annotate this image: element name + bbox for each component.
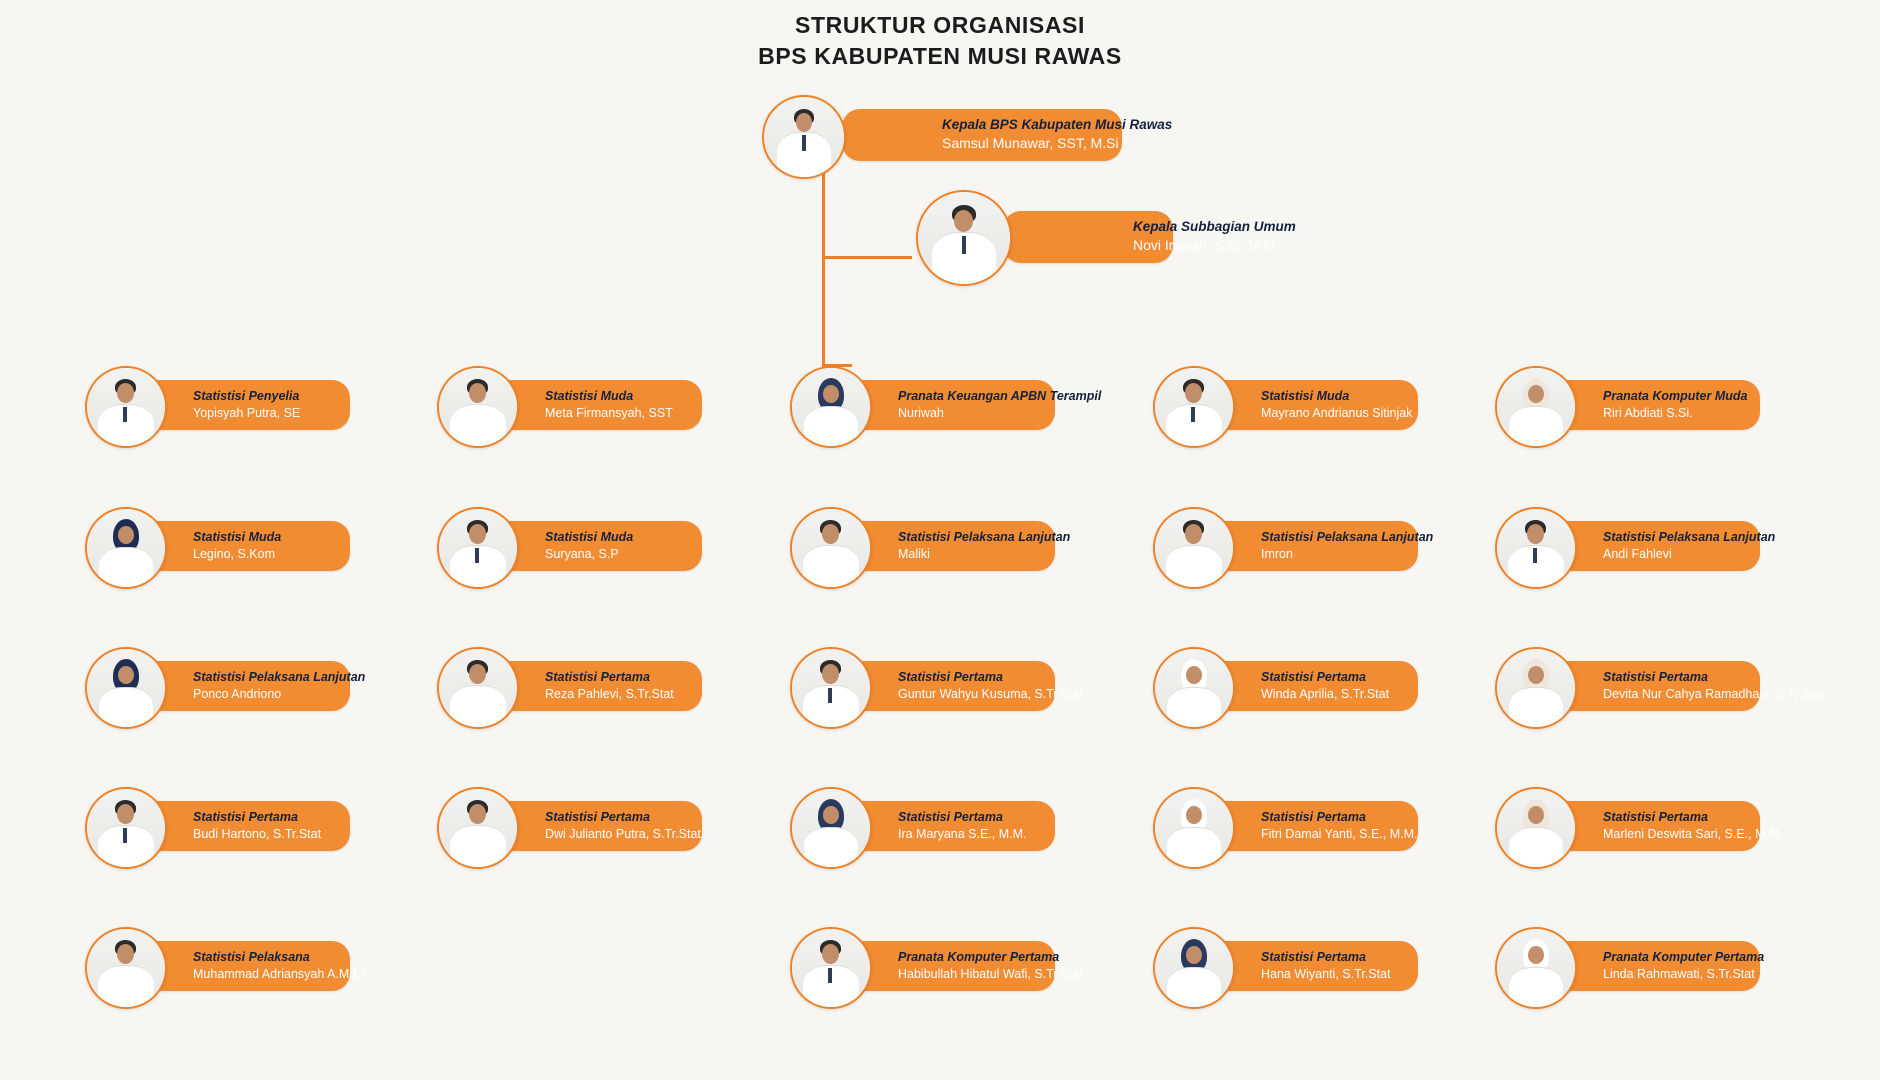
staff-node[interactable]: [85, 927, 368, 1005]
staff-bar: [1545, 521, 1776, 571]
staff-bar: [1545, 380, 1760, 430]
staff-bar: [840, 380, 1102, 430]
person-photo: [439, 368, 517, 446]
person-photo: [87, 649, 165, 727]
staff-node[interactable]: [437, 787, 705, 865]
person-photo: [439, 649, 517, 727]
staff-role: Statistisi Pelaksana Lanjutan: [193, 670, 366, 685]
staff-role: Statistisi Pertama: [898, 670, 1003, 685]
staff-node[interactable]: [790, 787, 1055, 865]
staff-node[interactable]: [437, 647, 702, 725]
person-photo: [1155, 929, 1233, 1007]
staff-node[interactable]: [790, 647, 1083, 725]
staff-bar: [840, 661, 1083, 711]
staff-avatar[interactable]: [1495, 507, 1577, 589]
staff-node[interactable]: [790, 366, 1102, 444]
staff-avatar[interactable]: [85, 366, 167, 448]
staff-bar: [1545, 661, 1825, 711]
staff-node[interactable]: [437, 507, 702, 585]
staff-bar: [487, 661, 702, 711]
staff-role: Pranata Komputer Muda: [1603, 389, 1748, 404]
title-line-2: BPS KABUPATEN MUSI RAWAS: [758, 42, 1122, 69]
staff-avatar[interactable]: [1153, 787, 1235, 869]
staff-avatar[interactable]: [1153, 507, 1235, 589]
staff-name: Winda Aprilia, S.Tr.Stat: [1261, 686, 1390, 701]
staff-name: Andi Fahlevi: [1603, 546, 1672, 561]
person-photo: [1497, 509, 1575, 587]
staff-name: Mayrano Andrianus Sitinjak: [1261, 405, 1413, 420]
staff-avatar[interactable]: [85, 787, 167, 869]
staff-role: Statistisi Muda: [193, 530, 282, 545]
connector-to-subhead: [822, 256, 912, 259]
person-photo: [1497, 649, 1575, 727]
staff-node[interactable]: [1495, 787, 1783, 865]
person-photo: [439, 509, 517, 587]
staff-role: Statistisi Pelaksana Lanjutan: [898, 530, 1071, 545]
staff-avatar[interactable]: [790, 927, 872, 1009]
staff-avatar[interactable]: [790, 366, 872, 448]
staff-node[interactable]: [790, 507, 1071, 585]
staff-name: Hana Wiyanti, S.Tr.Stat: [1261, 966, 1391, 981]
person-photo: [764, 97, 844, 177]
person-photo: [1155, 509, 1233, 587]
staff-node[interactable]: [85, 366, 350, 444]
staff-node[interactable]: [790, 927, 1083, 1005]
staff-bar: [487, 801, 705, 851]
staff-avatar[interactable]: [437, 366, 519, 448]
person-photo: [1497, 929, 1575, 1007]
staff-name: Linda Rahmawati, S.Tr.Stat: [1603, 966, 1755, 981]
node-head-name: Samsul Munawar, SST, M.Si: [942, 135, 1119, 152]
staff-role: Statistisi Muda: [1261, 389, 1350, 404]
person-photo: [1155, 368, 1233, 446]
node-sub-avatar[interactable]: [916, 190, 1012, 286]
staff-avatar[interactable]: [85, 507, 167, 589]
staff-avatar[interactable]: [1495, 787, 1577, 869]
staff-avatar[interactable]: [790, 647, 872, 729]
person-photo: [87, 789, 165, 867]
connector-head-down: [822, 172, 825, 258]
staff-bar: [135, 801, 350, 851]
staff-name: Dwi Julianto Putra, S.Tr.Stat.: [545, 826, 705, 841]
person-photo: [439, 789, 517, 867]
staff-bar: [135, 521, 350, 571]
staff-name: Devita Nur Cahya Ramadhani, S.Tr.Stat: [1603, 686, 1825, 701]
staff-avatar[interactable]: [85, 647, 167, 729]
staff-node[interactable]: [1153, 927, 1418, 1005]
person-photo: [792, 368, 870, 446]
staff-avatar[interactable]: [790, 787, 872, 869]
staff-role: Statistisi Pertama: [1261, 670, 1366, 685]
staff-name: Meta Firmansyah, SST: [545, 405, 673, 420]
staff-avatar[interactable]: [1153, 366, 1235, 448]
staff-avatar[interactable]: [790, 507, 872, 589]
staff-bar: [135, 661, 366, 711]
title-line-1: STRUKTUR ORGANISASI: [795, 12, 1085, 38]
staff-avatar[interactable]: [1495, 647, 1577, 729]
person-photo: [792, 649, 870, 727]
staff-role: Statistisi Muda: [545, 389, 634, 404]
staff-bar: [1203, 941, 1418, 991]
staff-name: Maliki: [898, 546, 930, 561]
staff-node[interactable]: [1495, 647, 1825, 725]
staff-name: Budi Hartono, S.Tr.Stat: [193, 826, 322, 841]
staff-name: Imron: [1261, 546, 1293, 561]
node-head-bps[interactable]: [762, 95, 1173, 175]
person-photo: [1155, 789, 1233, 867]
page-title: [0, 10, 1880, 71]
staff-bar: [1203, 521, 1434, 571]
staff-bar: [1203, 661, 1418, 711]
staff-name: Ira Maryana S.E., M.M.: [898, 826, 1027, 841]
staff-avatar[interactable]: [1153, 927, 1235, 1009]
node-sub-bar: [1003, 211, 1296, 263]
person-photo: [87, 929, 165, 1007]
staff-role: Statistisi Pelaksana Lanjutan: [1261, 530, 1434, 545]
staff-node[interactable]: [1153, 647, 1418, 725]
staff-role: Statistisi Pertama: [545, 810, 650, 825]
staff-bar: [135, 941, 368, 991]
staff-avatar[interactable]: [437, 647, 519, 729]
staff-name: Reza Pahlevi, S.Tr.Stat: [545, 686, 674, 701]
staff-name: Guntur Wahyu Kusuma, S.Tr.Stat: [898, 686, 1083, 701]
staff-node[interactable]: [1495, 927, 1765, 1005]
staff-role: Statistisi Muda: [545, 530, 634, 545]
staff-role: Statistisi Penyelia: [193, 389, 300, 404]
staff-name: Fitri Damai Yanti, S.E., M.M.: [1261, 826, 1418, 841]
staff-name: Legino, S.Kom: [193, 546, 275, 561]
staff-bar: [840, 521, 1071, 571]
staff-bar: [840, 941, 1083, 991]
staff-bar: [1545, 941, 1765, 991]
staff-name: Yopisyah Putra, SE: [193, 405, 301, 420]
staff-role: Statistisi Pertama: [1603, 810, 1708, 825]
staff-node[interactable]: [1495, 507, 1776, 585]
staff-avatar[interactable]: [437, 787, 519, 869]
staff-bar: [840, 801, 1055, 851]
staff-node[interactable]: [1153, 787, 1418, 865]
staff-name: Ponco Andriono: [193, 686, 282, 701]
staff-role: Statistisi Pertama: [1261, 810, 1366, 825]
staff-role: Statistisi Pelaksana Lanjutan: [1603, 530, 1776, 545]
staff-bar: [487, 380, 702, 430]
node-kepala-subbagian-umum[interactable]: [908, 185, 1296, 285]
person-photo: [1497, 789, 1575, 867]
staff-name: Habibullah Hibatul Wafi, S.Tr.Stat: [898, 966, 1083, 981]
person-photo: [87, 509, 165, 587]
staff-role: Statistisi Pertama: [545, 670, 650, 685]
staff-role: Pranata Komputer Pertama: [1603, 950, 1765, 965]
staff-node[interactable]: [85, 507, 350, 585]
staff-name: Suryana, S.P: [545, 546, 619, 561]
staff-node[interactable]: [85, 787, 350, 865]
node-head-role: Kepala BPS Kabupaten Musi Rawas: [942, 117, 1173, 133]
staff-bar: [487, 521, 702, 571]
staff-avatar[interactable]: [1153, 647, 1235, 729]
person-photo: [1155, 649, 1233, 727]
staff-role: Statistisi Pelaksana: [193, 950, 310, 965]
node-head-avatar[interactable]: [762, 95, 846, 179]
staff-node[interactable]: [85, 647, 366, 725]
node-head-bar: [842, 109, 1173, 161]
staff-name: Marleni Deswita Sari, S.E., M.M.: [1603, 826, 1783, 841]
staff-bar: [1203, 380, 1418, 430]
person-photo: [792, 509, 870, 587]
node-sub-role: Kepala Subbagian Umum: [1133, 219, 1296, 235]
staff-role: Statistisi Pertama: [1603, 670, 1708, 685]
staff-role: Pranata Komputer Pertama: [898, 950, 1060, 965]
staff-node[interactable]: [1153, 366, 1418, 444]
person-photo: [1497, 368, 1575, 446]
staff-role: Pranata Keuangan APBN Terampil: [898, 389, 1102, 404]
node-sub-name: Novi Irawan, S.Si, M.M: [1133, 237, 1276, 254]
person-photo: [918, 192, 1010, 284]
staff-name: Riri Abdiati S.Si.: [1603, 405, 1693, 420]
staff-bar: [1203, 801, 1418, 851]
staff-node[interactable]: [1495, 366, 1760, 444]
staff-name: Nuriwah: [898, 405, 944, 420]
staff-avatar[interactable]: [1495, 366, 1577, 448]
staff-role: Statistisi Pertama: [898, 810, 1003, 825]
person-photo: [792, 929, 870, 1007]
connector-down-to-row1: [822, 256, 825, 366]
staff-node[interactable]: [1153, 507, 1434, 585]
person-photo: [792, 789, 870, 867]
staff-bar: [1545, 801, 1783, 851]
staff-avatar[interactable]: [1495, 927, 1577, 1009]
staff-role: Statistisi Pertama: [1261, 950, 1366, 965]
staff-bar: [135, 380, 350, 430]
staff-name: Muhammad Adriansyah A.Md.T: [193, 966, 368, 981]
staff-role: Statistisi Pertama: [193, 810, 298, 825]
staff-avatar[interactable]: [85, 927, 167, 1009]
staff-avatar[interactable]: [437, 507, 519, 589]
person-photo: [87, 368, 165, 446]
staff-node[interactable]: [437, 366, 702, 444]
